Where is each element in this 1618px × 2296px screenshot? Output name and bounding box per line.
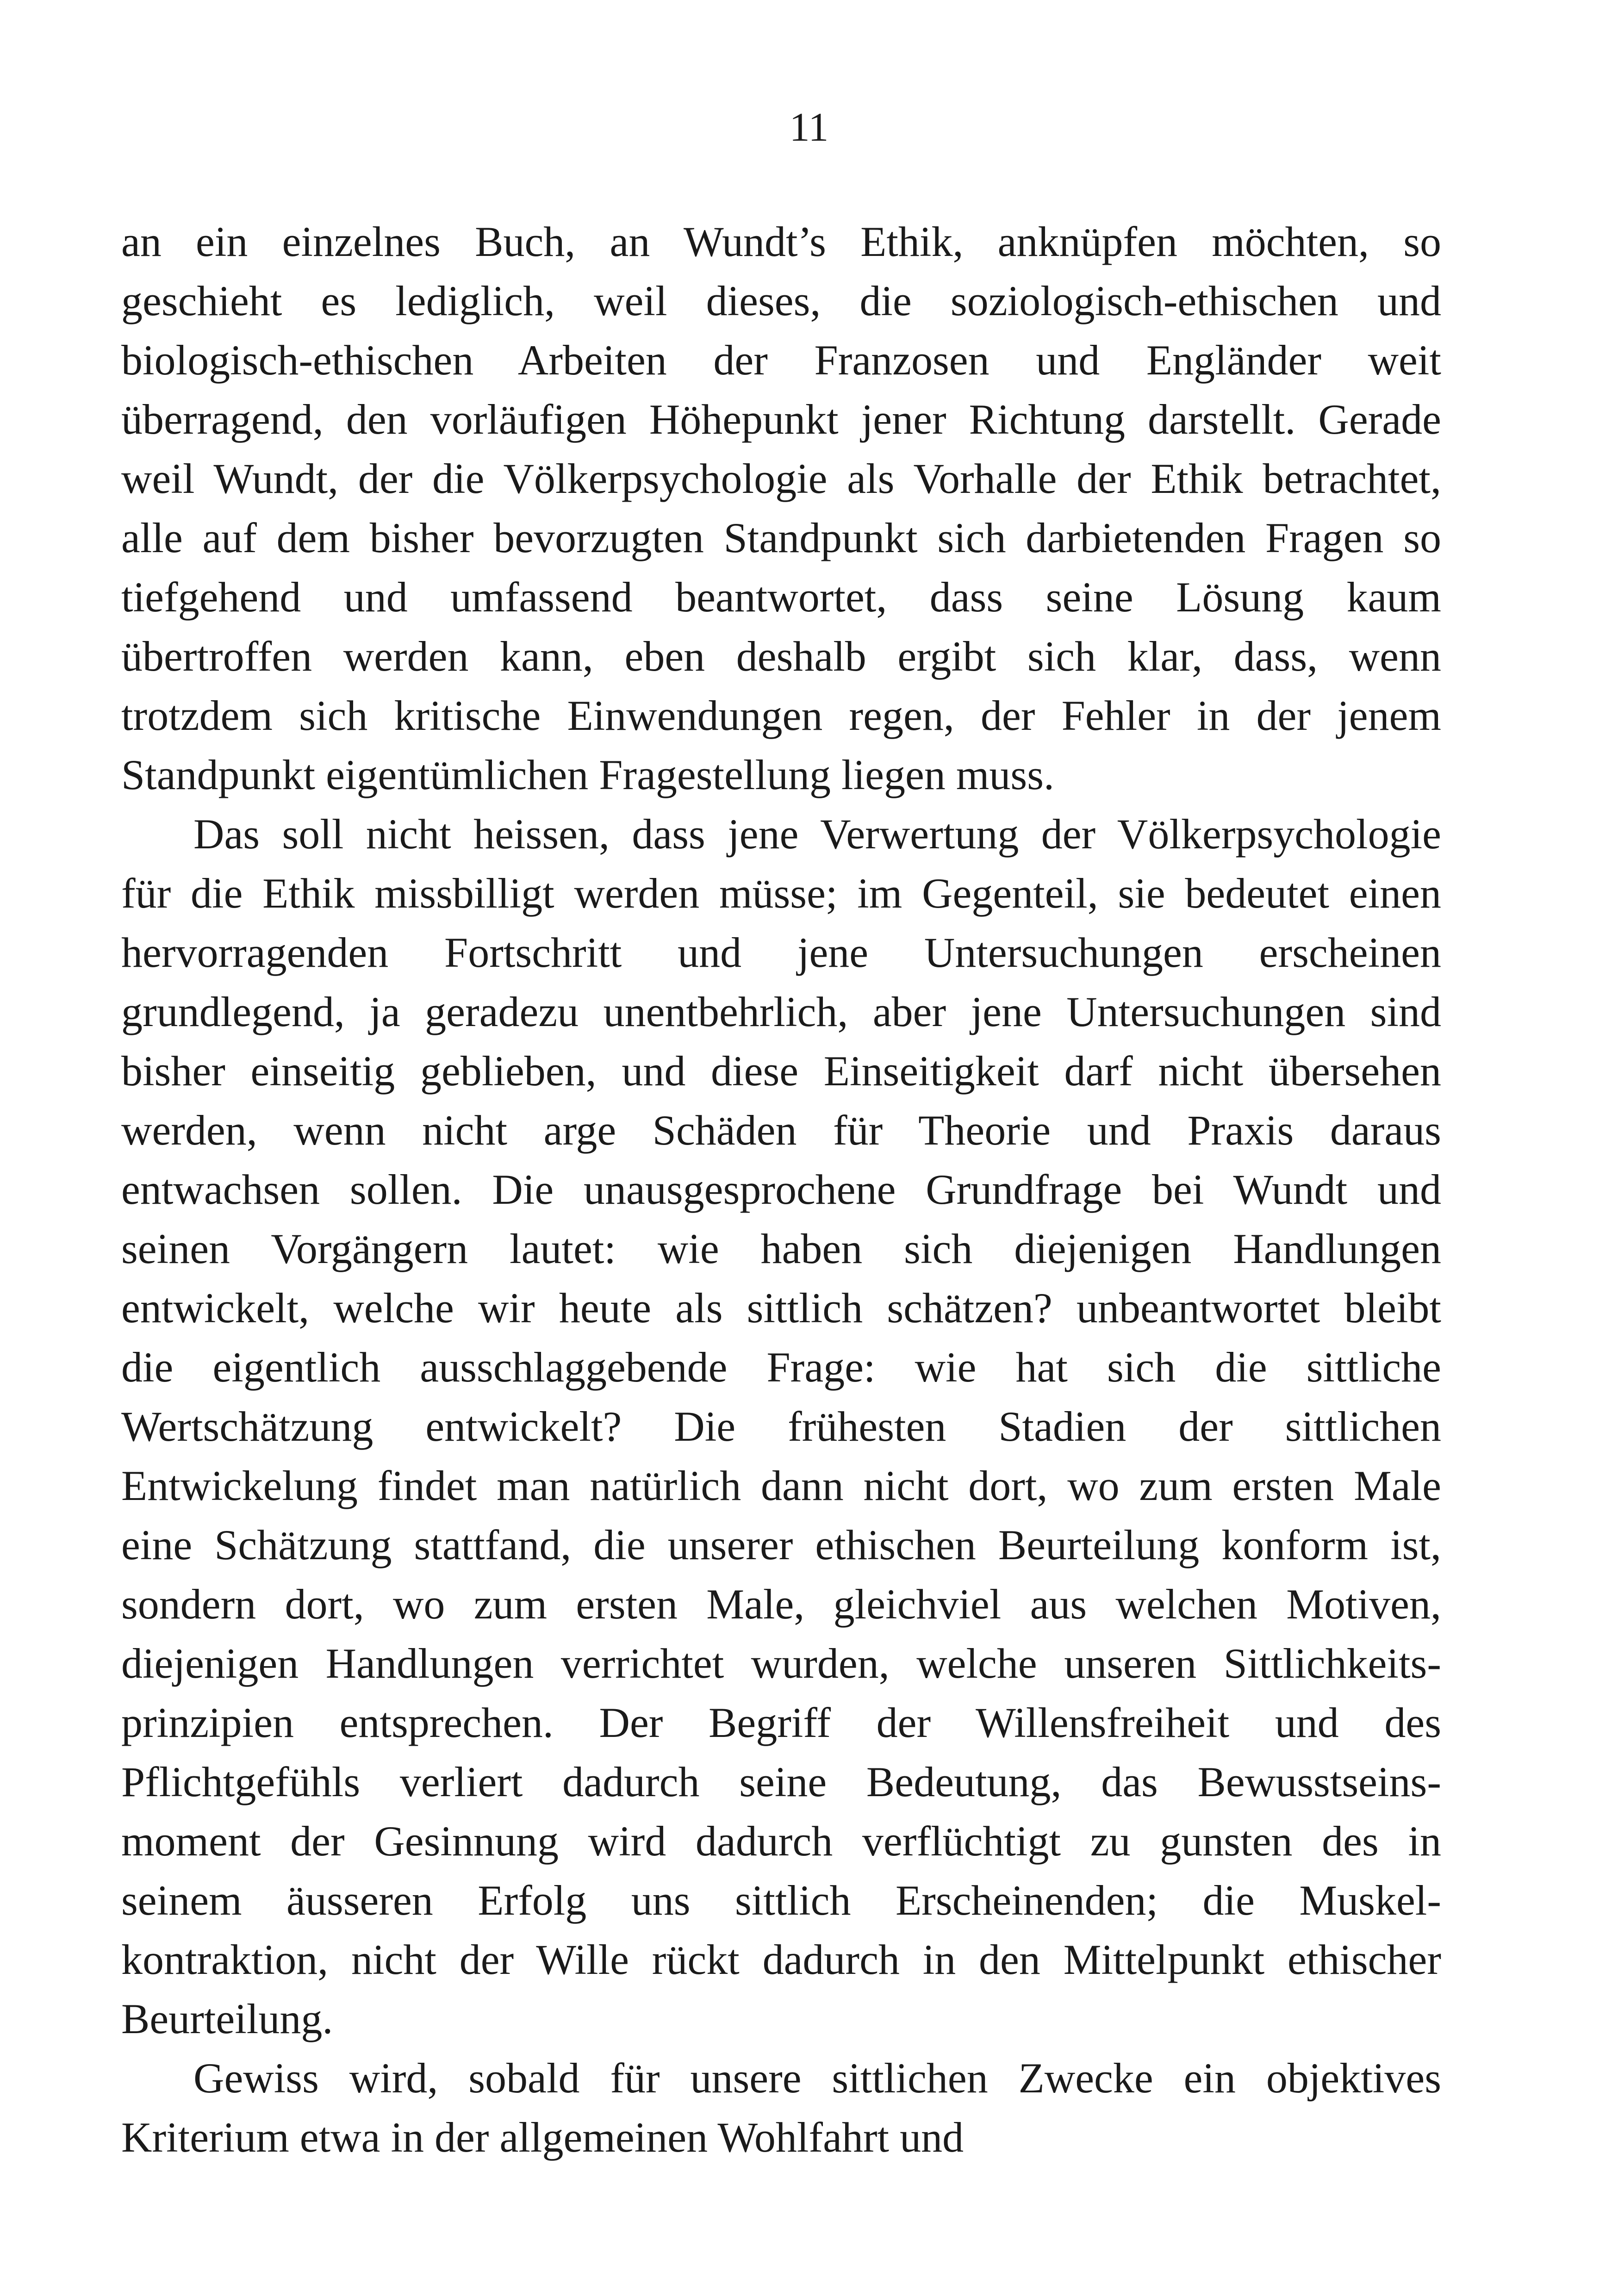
text-line: die eigentlich ausschlaggebende Frage: wie hat sich die sittliche	[121, 1344, 1441, 1391]
text-line: für die Ethik missbilligt werden müsse; im Gegenteil, sie bedeutet einen	[121, 870, 1441, 917]
text-line: bisher einseitig geblieben, und diese Einseitigkeit darf nicht übersehen	[121, 1047, 1441, 1095]
text-line: seinen Vorgängern lautet: wie haben sich diejenigen Handlungen	[121, 1225, 1441, 1272]
body-text	[121, 212, 1441, 2167]
text-line: Standpunkt eigentümlichen Fragestellung liegen muss.	[121, 751, 1055, 798]
text-line: Kriterium etwa in der allgemeinen Wohlfahrt und	[121, 2114, 964, 2161]
text-line: Das soll nicht heissen, dass jene Verwertung der Völkerpsychologie	[193, 810, 1441, 858]
text-line: Beurteilung.	[121, 1995, 333, 2042]
text-line: Entwickelung findet man natürlich dann nicht dort, wo zum ersten Male	[121, 1462, 1441, 1509]
text-line: tiefgehend und umfassend beantwortet, dass seine Lösung kaum	[121, 573, 1441, 621]
text-line: Wertschätzung entwickelt? Die frühesten Stadien der sittlichen	[121, 1403, 1441, 1450]
text-line: geschieht es lediglich, weil dieses, die soziologisch-ethischen und	[121, 277, 1441, 324]
text-line: seinem äusseren Erfolg uns sittlich Erscheinenden; die Muskel-	[121, 1877, 1441, 1924]
text-line: kontraktion, nicht der Wille rückt dadurch in den Mittelpunkt ethischer	[121, 1936, 1441, 1983]
text-line: überragend, den vorläufigen Höhepunkt jener Richtung darstellt. Gerade	[121, 396, 1441, 443]
text-line: hervorragenden Fortschritt und jene Untersuchungen erscheinen	[121, 929, 1441, 976]
text-line: entwickelt, welche wir heute als sittlich schätzen? unbeantwortet bleibt	[121, 1284, 1441, 1332]
text-line: diejenigen Handlungen verrichtet wurden, welche unseren Sittlichkeits-	[121, 1640, 1441, 1687]
text-line: sondern dort, wo zum ersten Male, gleichviel aus welchen Motiven,	[121, 1580, 1441, 1628]
text-line: Pflichtgefühls verliert dadurch seine Bedeutung, das Bewusstseins-	[121, 1758, 1441, 1805]
text-line: entwachsen sollen. Die unausgesprochene Grundfrage bei Wundt und	[121, 1166, 1441, 1213]
text-line: alle auf dem bisher bevorzugten Standpunkt sich darbietenden Fragen so	[121, 514, 1441, 561]
text-line: übertroffen werden kann, eben deshalb ergibt sich klar, dass, wenn	[121, 633, 1441, 680]
text-line: grundlegend, ja geradezu unentbehrlich, aber jene Untersuchungen sind	[121, 988, 1441, 1035]
text-line: an ein einzelnes Buch, an Wundt’s Ethik, anknüpfen möchten, so	[121, 218, 1441, 265]
text-line: prinzipien entsprechen. Der Begriff der Willensfreiheit und des	[121, 1699, 1441, 1746]
page-number: 11	[789, 105, 829, 150]
text-line: werden, wenn nicht arge Schäden für Theorie und Praxis daraus	[121, 1107, 1441, 1154]
text-line: Gewiss wird, sobald für unsere sittlichen Zwecke ein objektives	[193, 2054, 1441, 2102]
text-line: moment der Gesinnung wird dadurch verflüchtigt zu gunsten des in	[121, 1817, 1441, 1865]
text-line: weil Wundt, der die Völkerpsychologie als Vorhalle der Ethik betrachtet,	[121, 455, 1441, 502]
text-line: eine Schätzung stattfand, die unserer ethischen Beurteilung konform ist,	[121, 1521, 1441, 1568]
text-line: trotzdem sich kritische Einwendungen regen, der Fehler in der jenem	[121, 692, 1441, 739]
text-line: biologisch-ethischen Arbeiten der Franzosen und Engländer weit	[121, 336, 1441, 384]
